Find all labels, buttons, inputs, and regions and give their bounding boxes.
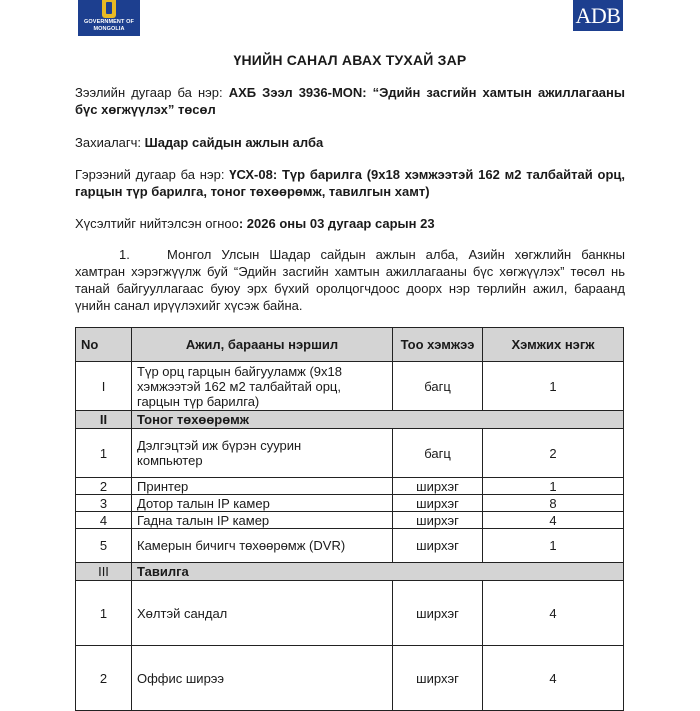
- date-value: : 2026 оны 03 дугаар сарын 23: [238, 216, 435, 231]
- cell-qty: ширхэг: [393, 529, 483, 563]
- table-row: [76, 512, 624, 529]
- section-title: Тавилга: [132, 563, 624, 581]
- cell-name: Гадна талын IP камер: [132, 512, 393, 529]
- cell-unit: 4: [483, 512, 624, 529]
- loan-value: АХБ Зээл 3936-MON: “Эдийн засгийн хамтын ажиллагааны бүс хөгжүүлэх” төсөл: [75, 85, 625, 117]
- loan-field: [75, 84, 625, 118]
- cell-name: Принтер: [132, 478, 393, 495]
- cell-no: 5: [76, 529, 132, 563]
- cell-no: 1: [76, 581, 132, 646]
- header-qty: Тоо хэмжээ: [393, 328, 483, 362]
- cell-name: Түр орц гарцын байгууламж (9x18 хэмжээтэй 162 м2 талбайтай орц, гарцын түр барилга): [132, 362, 393, 411]
- cell-qty: ширхэг: [393, 646, 483, 711]
- document-title: ҮНИЙН САНАЛ АВАХ ТУХАЙ ЗАР: [233, 52, 467, 68]
- cell-name: Дотор талын IP камер: [132, 495, 393, 512]
- cell-qty: ширхэг: [393, 478, 483, 495]
- client-label: Захиалагч:: [75, 135, 145, 150]
- cell-qty: ширхэг: [393, 512, 483, 529]
- paragraph-text: Монгол Улсын Шадар сайдын ажлын алба, Азийн хөгжлийн банкны хамтран хэрэгжүүлж буй “Эдийн засгийн хамтын ажиллагааны бүс хөгжүүлэх” төсөл нь танай байгууллагаас буюу эрх бүхий оролцогчдоос доорх нэр төрлийн ажил, бараанд үнийн санал ирүүлэхийг хүсэж байна.: [75, 247, 625, 313]
- cell-unit: 1: [483, 478, 624, 495]
- cell-no: 4: [76, 512, 132, 529]
- date-field: [75, 215, 625, 232]
- cell-unit: 2: [483, 429, 624, 478]
- header-name: Ажил, барааны нэршил: [132, 328, 393, 362]
- cell-qty: ширхэг: [393, 495, 483, 512]
- paragraph-number: 1.: [119, 247, 130, 262]
- header-unit: Хэмжих нэгж: [483, 328, 624, 362]
- table-row: [76, 495, 624, 512]
- cell-qty: багц: [393, 429, 483, 478]
- contract-value: ҮСХ-08: Түр барилга (9x18 хэмжээтэй 162 м2 талбайтай орц, гарцын түр барилга, тоног төхөөрөмж, тавилгын хамт): [75, 167, 625, 199]
- cell-unit: 4: [483, 646, 624, 711]
- client-field: [75, 134, 625, 151]
- paragraph-1: [75, 246, 625, 314]
- cell-no: 2: [76, 478, 132, 495]
- cell-name: Камерын бичигч төхөөрөмж (DVR): [132, 529, 393, 563]
- cell-no: 2: [76, 646, 132, 711]
- items-table: [75, 327, 624, 711]
- date-label: Хүсэлтийг нийтэлсэн огноо: [75, 216, 239, 231]
- section-title: Тоног төхөөрөмж: [132, 411, 624, 429]
- adb-logo: ADB: [573, 0, 623, 31]
- table-row: [76, 581, 624, 646]
- cell-unit: 8: [483, 495, 624, 512]
- cell-unit: 1: [483, 362, 624, 411]
- government-of-mongolia-logo: [78, 0, 140, 36]
- table-row: [76, 646, 624, 711]
- logo-text: GOVERNMENT OF MONGOLIA: [84, 19, 134, 32]
- cell-unit: 1: [483, 529, 624, 563]
- section-row: [76, 411, 624, 429]
- table-header-row: [76, 328, 624, 362]
- table-row: [76, 478, 624, 495]
- cell-qty: ширхэг: [393, 581, 483, 646]
- client-value: Шадар сайдын ажлын алба: [144, 135, 324, 150]
- section-row: [76, 563, 624, 581]
- section-no: III: [76, 563, 132, 581]
- cell-name: Оффис ширээ: [132, 646, 393, 711]
- cell-name: Дэлгэцтэй иж бүрэн суурин компьютер: [132, 429, 393, 478]
- cell-name: Хөлтэй сандал: [132, 581, 393, 646]
- loan-label: Зээлийн дугаар ба нэр:: [75, 85, 229, 100]
- contract-label: Гэрээний дугаар ба нэр:: [75, 167, 230, 182]
- cell-no: 1: [76, 429, 132, 478]
- section-no: II: [76, 411, 132, 429]
- table-row: [76, 362, 624, 411]
- soyombo-emblem-icon: [102, 0, 116, 18]
- contract-field: [75, 166, 625, 200]
- cell-no: 3: [76, 495, 132, 512]
- cell-unit: 4: [483, 581, 624, 646]
- cell-qty: багц: [393, 362, 483, 411]
- table-row: [76, 529, 624, 563]
- table-row: [76, 429, 624, 478]
- header-no: No: [76, 328, 132, 362]
- cell-no: I: [76, 362, 132, 411]
